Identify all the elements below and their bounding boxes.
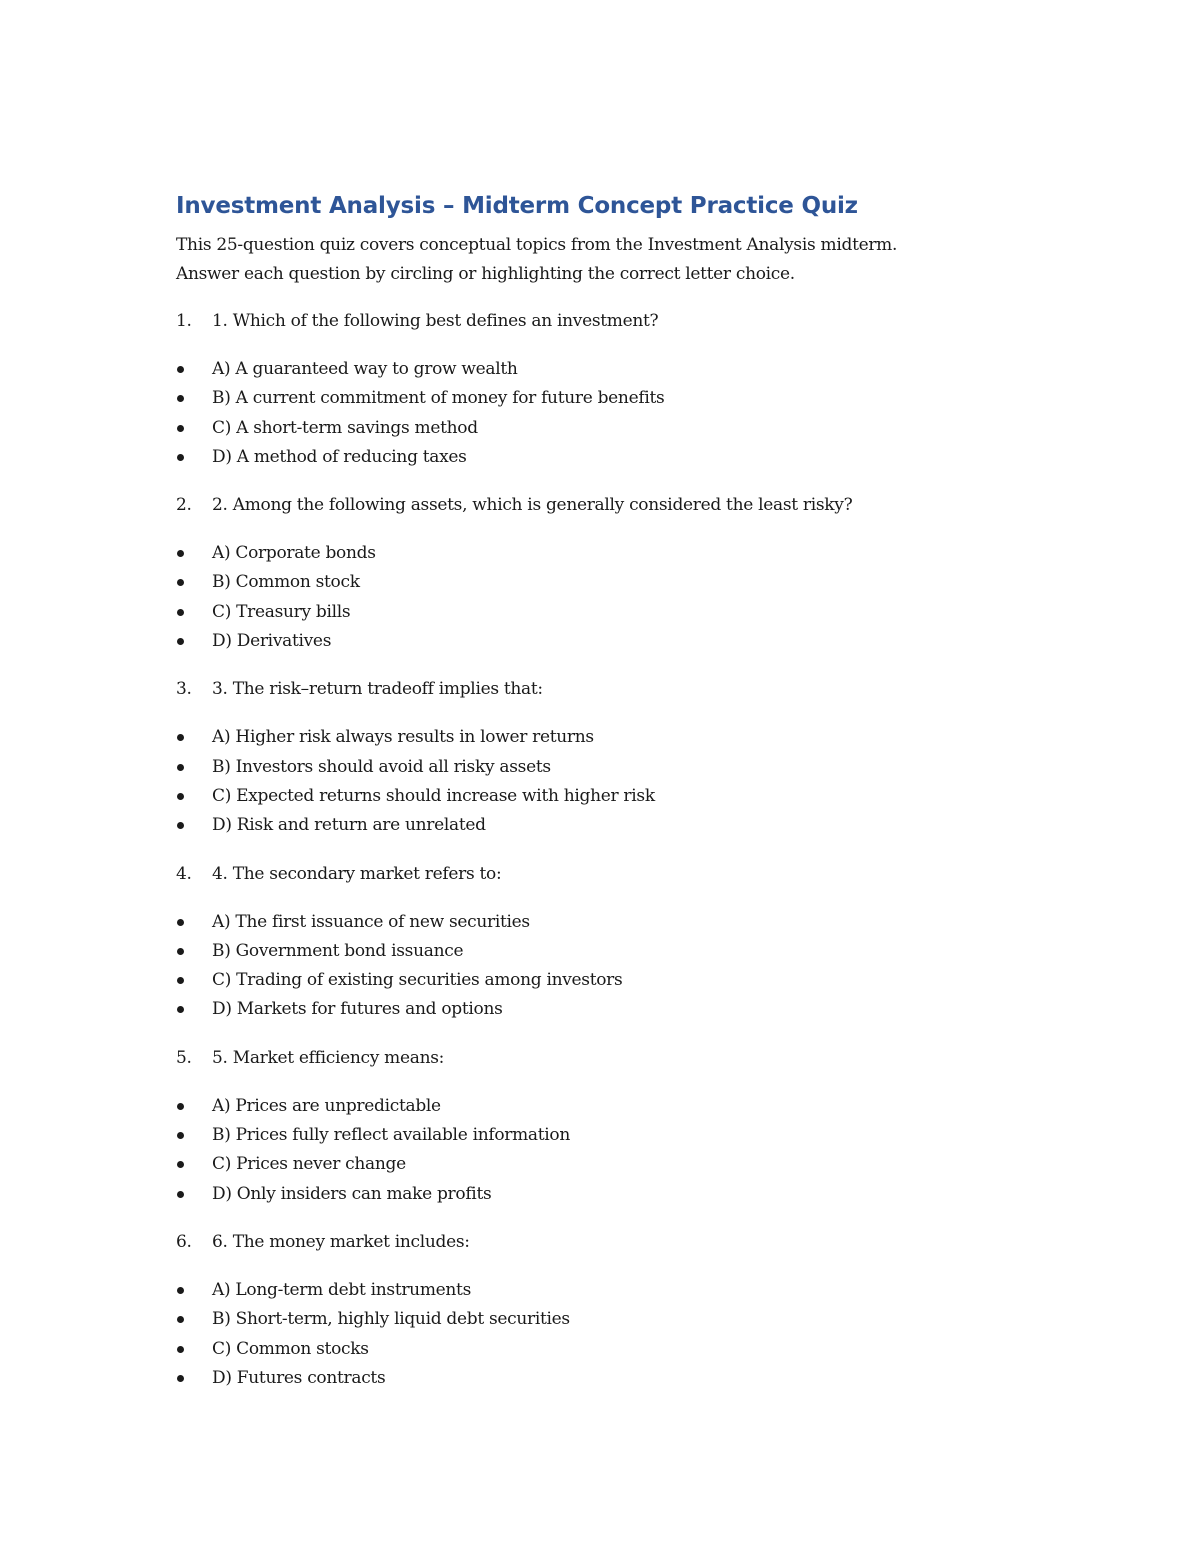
option-label: A) Higher risk always results in lower returns [212, 727, 594, 748]
question-number: 4. [176, 863, 192, 884]
bullet-icon [176, 1121, 212, 1150]
bullet-icon [176, 627, 212, 656]
option-a[interactable] [176, 1276, 1056, 1305]
option-a[interactable] [176, 1092, 1056, 1121]
option-label: A) Corporate bonds [212, 543, 376, 564]
option-list [176, 1092, 1056, 1209]
option-list [176, 908, 1056, 1025]
question-number: 1. [176, 311, 192, 331]
option-a[interactable] [176, 355, 1056, 384]
bullet-icon [176, 1364, 212, 1393]
option-label: C) A short-term savings method [212, 417, 478, 438]
question-text [176, 1044, 1056, 1073]
question-prompt: 6. The money market includes: [212, 1231, 470, 1252]
option-d[interactable] [176, 627, 1056, 656]
option-label: D) Markets for futures and options [212, 999, 503, 1020]
question-prompt: 1. Which of the following best defines an investment? [212, 311, 659, 331]
option-b[interactable] [176, 937, 1056, 966]
option-label: A) The first issuance of new securities [212, 911, 530, 932]
option-label: D) Derivatives [212, 631, 332, 652]
bullet-icon [176, 1335, 212, 1364]
bullet-icon [176, 1180, 212, 1209]
question-number: 2. [176, 495, 192, 516]
question-4 [176, 860, 1056, 1025]
option-list [176, 723, 1056, 840]
bullet-icon [176, 811, 212, 840]
bullet-icon [176, 1150, 212, 1179]
option-label: B) A current commitment of money for future benefits [212, 388, 665, 409]
bullet-icon [176, 995, 212, 1024]
question-number: 3. [176, 679, 192, 700]
option-list [176, 1276, 1056, 1393]
option-d[interactable] [176, 443, 1056, 472]
document-page [176, 190, 1056, 1412]
option-c[interactable] [176, 414, 1056, 443]
option-label: C) Expected returns should increase with higher risk [212, 785, 655, 806]
question-2 [176, 491, 1056, 656]
document-title: Investment Analysis – Midterm Concept Practice Quiz [176, 193, 858, 219]
option-d[interactable] [176, 1180, 1056, 1209]
bullet-icon [176, 1092, 212, 1121]
bullet-icon [176, 414, 212, 443]
question-number: 5. [176, 1047, 192, 1068]
option-label: D) Risk and return are unrelated [212, 815, 486, 836]
intro-line: This 25-question quiz covers conceptual topics from the Investment Analysis midterm. [176, 235, 898, 255]
question-prompt: 4. The secondary market refers to: [212, 863, 502, 884]
option-label: D) A method of reducing taxes [212, 446, 467, 467]
option-b[interactable] [176, 753, 1056, 782]
question-text [176, 1228, 1056, 1257]
option-label: C) Treasury bills [212, 601, 351, 622]
question-6 [176, 1228, 1056, 1393]
option-label: A) Long-term debt instruments [212, 1279, 472, 1300]
bullet-icon [176, 443, 212, 472]
bullet-icon [176, 568, 212, 597]
question-3 [176, 675, 1056, 840]
option-c[interactable] [176, 598, 1056, 627]
option-a[interactable] [176, 723, 1056, 752]
option-label: C) Trading of existing securities among investors [212, 970, 623, 991]
question-prompt: 5. Market efficiency means: [212, 1047, 445, 1068]
question-text [176, 860, 1056, 889]
option-label: B) Government bond issuance [212, 940, 464, 961]
option-label: B) Short-term, highly liquid debt securities [212, 1309, 570, 1330]
bullet-icon [176, 723, 212, 752]
option-a[interactable] [176, 539, 1056, 568]
question-text [176, 675, 1056, 704]
option-b[interactable] [176, 1305, 1056, 1334]
bullet-icon [176, 384, 212, 413]
bullet-icon [176, 753, 212, 782]
option-b[interactable] [176, 1121, 1056, 1150]
bullet-icon [176, 937, 212, 966]
option-d[interactable] [176, 811, 1056, 840]
option-label: B) Common stock [212, 572, 360, 593]
bullet-icon [176, 966, 212, 995]
option-label: D) Only insiders can make profits [212, 1183, 492, 1204]
question-prompt: 2. Among the following assets, which is generally considered the least risky? [212, 495, 853, 516]
option-label: C) Common stocks [212, 1338, 369, 1359]
bullet-icon [176, 1276, 212, 1305]
option-c[interactable] [176, 782, 1056, 811]
option-list [176, 539, 1056, 656]
option-label: A) Prices are unpredictable [212, 1095, 441, 1116]
intro-paragraph [176, 231, 1056, 289]
option-b[interactable] [176, 568, 1056, 597]
question-1 [176, 307, 1056, 472]
option-d[interactable] [176, 1364, 1056, 1393]
bullet-icon [176, 355, 212, 384]
bullet-icon [176, 539, 212, 568]
intro-line: Answer each question by circling or highlighting the correct letter choice. [176, 264, 795, 284]
option-a[interactable] [176, 908, 1056, 937]
option-label: A) A guaranteed way to grow wealth [212, 359, 518, 379]
option-list [176, 355, 1056, 472]
bullet-icon [176, 598, 212, 627]
question-number: 6. [176, 1231, 192, 1252]
option-label: C) Prices never change [212, 1154, 406, 1175]
question-text [176, 307, 1056, 336]
option-c[interactable] [176, 966, 1056, 995]
option-label: B) Investors should avoid all risky assets [212, 756, 551, 777]
question-text [176, 491, 1056, 520]
bullet-icon [176, 782, 212, 811]
question-5 [176, 1044, 1056, 1209]
option-c[interactable] [176, 1150, 1056, 1179]
option-c[interactable] [176, 1335, 1056, 1364]
option-label: B) Prices fully reflect available information [212, 1125, 571, 1146]
bullet-icon [176, 1305, 212, 1334]
question-prompt: 3. The risk–return tradeoff implies that: [212, 679, 543, 700]
bullet-icon [176, 908, 212, 937]
option-b[interactable] [176, 384, 1056, 413]
option-d[interactable] [176, 995, 1056, 1024]
option-label: D) Futures contracts [212, 1367, 386, 1388]
